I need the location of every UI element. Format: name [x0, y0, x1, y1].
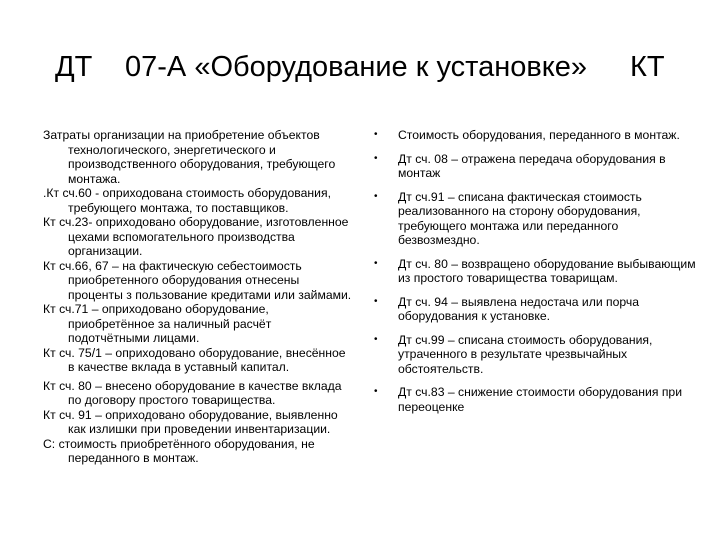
credit-entry-text: Дт сч.91 – списана фактическая стоимость реализованного на сторону оборудования, требующего монтажа или переданного безвозмездно.: [398, 189, 642, 247]
credit-entry: [374, 256, 698, 286]
debit-heading: ДТ: [55, 51, 93, 83]
debit-entry: Кт сч.66, 67 – на фактическую себестоимость приобретенного оборудования отнесены проценты з пользование кредитами или займами.: [43, 258, 352, 302]
bullet-icon: •: [374, 129, 378, 140]
debit-entry: Затраты организации на приобретение объектов технологического, энергетического и производственного оборудования, требующего монтажа.: [43, 128, 336, 186]
debit-entry: .Кт сч.60 - оприходована стоимость оборудования, требующего монтажа, то поставщиков.: [43, 186, 331, 215]
bullet-icon: •: [374, 190, 378, 202]
bullet-icon: •: [374, 295, 378, 307]
credit-entry: [374, 294, 698, 324]
credit-column: [374, 128, 698, 414]
bullet-icon: •: [374, 257, 378, 269]
page-title: 07-А «Оборудование к установке»: [125, 51, 588, 83]
credit-entry-text: Стоимость оборудования, переданного в монтаж.: [398, 128, 680, 142]
debit-entry: Кт сч. 75/1 – оприходовано оборудование, внесённое в качестве вклада в уставный капитал.: [43, 345, 346, 374]
debit-entry: Кт сч.71 – оприходовано оборудование, приобретённое за наличный расчёт подотчётными лицами.: [43, 302, 272, 345]
bullet-icon: •: [374, 152, 378, 164]
debit-entry: С: стоимость приобретённого оборудования, не переданного в монтаж.: [43, 436, 315, 465]
credit-heading: КТ: [630, 51, 665, 83]
credit-entry-text: Дт сч. 94 – выявлена недостача или порча оборудования к установке.: [398, 294, 640, 323]
bullet-icon: •: [374, 386, 378, 397]
credit-entry: [374, 151, 698, 181]
debit-entry: Кт сч.23- оприходовано оборудование, изготовленное цехами вспомогательного производства организации.: [43, 215, 349, 258]
debit-entry: Кт сч. 80 – внесено оборудование в качестве вклада по договору простого товарищества.: [43, 378, 342, 407]
credit-entry-text: Дт сч.83 – снижение стоимости оборудования при переоценке: [398, 385, 683, 414]
credit-entry: [374, 332, 698, 377]
debit-column: [43, 128, 353, 466]
debit-entry: Кт сч. 91 – оприходовано оборудование, выявленно как излишки при проведении инвентаризации.: [43, 407, 338, 436]
credit-entry: [374, 385, 698, 414]
credit-entry-text: Дт сч. 80 – возвращено оборудование выбывающим из простого товарищества товарищам.: [398, 256, 696, 285]
credit-entry: [374, 128, 698, 143]
bullet-icon: •: [374, 333, 378, 345]
credit-entry-text: Дт сч. 08 – отражена передача оборудования в монтаж: [398, 151, 666, 180]
credit-entry: [374, 189, 698, 248]
credit-entry-text: Дт сч.99 – списана стоимость оборудования, утраченного в результате чрезвычайных обстоятельств.: [398, 332, 653, 376]
